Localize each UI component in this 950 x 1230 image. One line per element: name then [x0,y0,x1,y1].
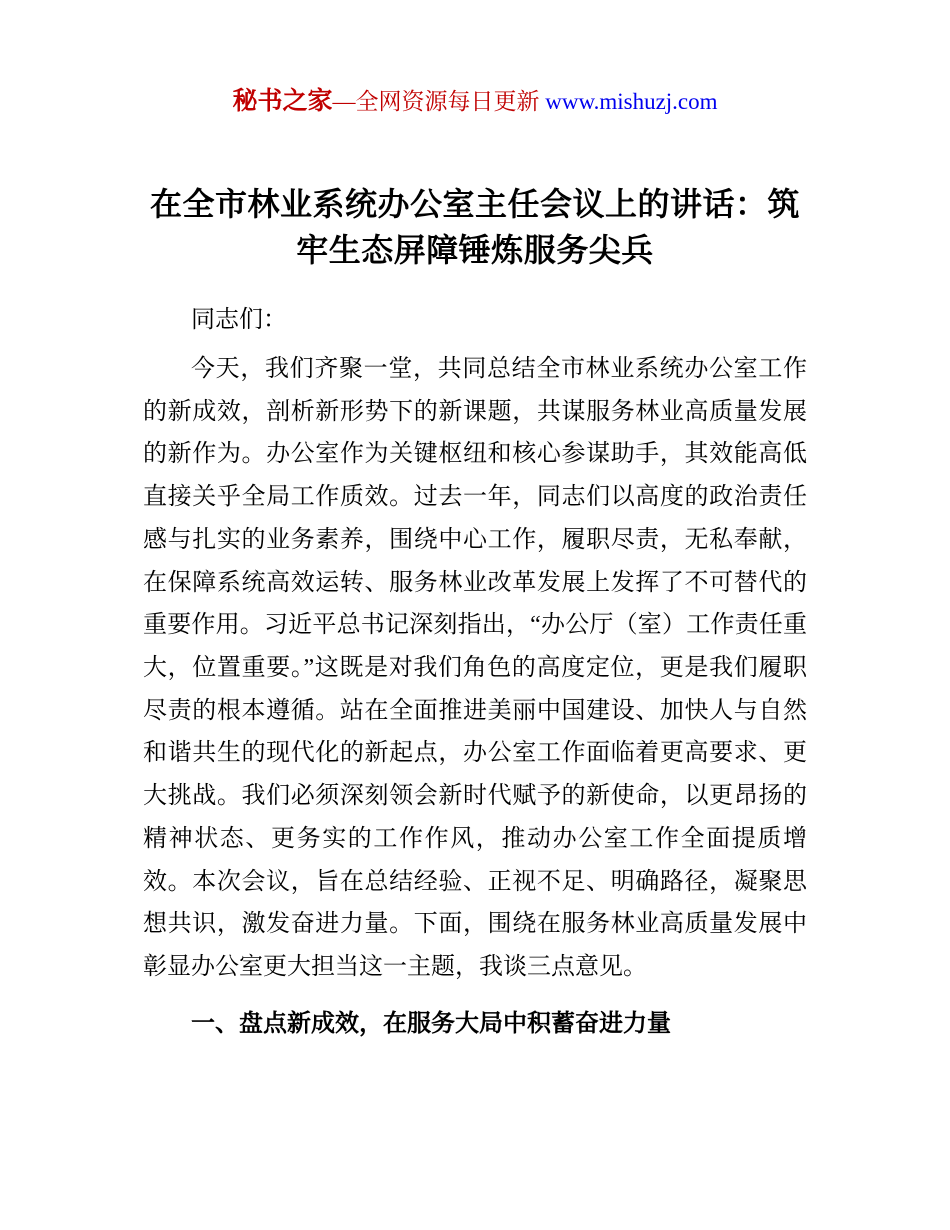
site-url-link[interactable]: www.mishuzj.com [545,89,718,114]
document-title: 在全市林业系统办公室主任会议上的讲话：筑牢生态屏障锤炼服务尖兵 [149,185,800,268]
site-header [143,86,807,119]
section-heading: 一、盘点新成效，在服务大局中积蓄奋进力量 [191,1010,671,1037]
site-tagline: —全网资源每日更新 [332,89,546,114]
site-brand: 秘书之家 [232,88,333,115]
body-paragraph: 今天，我们齐聚一堂，共同总结全市林业系统办公室工作的新成效，剖析新形势下的新课题，共谋服务林业高质量发展的新作为。办公室作为关键枢纽和核心参谋助手，其效能高低直接关乎全局工作质效。过去一年，同志们以高度的政治责任感与扎实的业务素养，围绕中心工作，履职尽责，无私奉献，在保障系统高效运转、服务林业改革发展上发挥了不可替代的重要作用。习近平总书记深刻指出，“办公厅（室）工作责任重大，位置重要。”这既是对我们角色的高度定位，更是我们履职尽责的根本遵循。站在全面推进美丽中国建设、加快人与自然和谐共生的现代化的新起点，办公室工作面临着更高要求、更大挑战。我们必须深刻领会新时代赋予的新使命，以更昂扬的精神状态、更务实的工作作风，推动办公室工作全面提质增效。本次会议，旨在总结经验、正视不足、明确路径，凝聚思想共识，激发奋进力量。下面，围绕在服务林业高质量发展中彰显办公室更大担当这一主题，我谈三点意见。 [143,356,807,981]
document-content [143,86,807,1046]
salutation: 同志们： [191,307,287,334]
